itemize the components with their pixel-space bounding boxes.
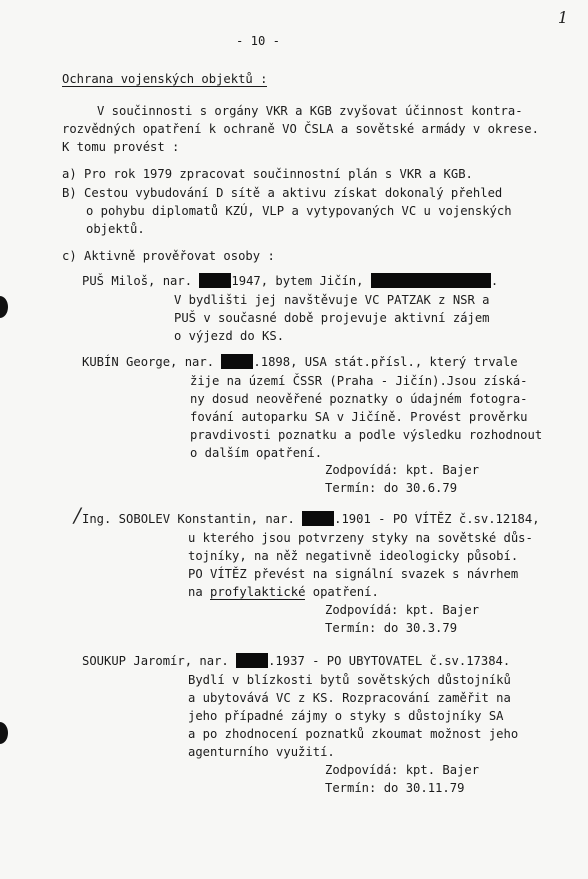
person-line: žije na území ČSSR (Praha - Jičín).Jsou získá- [190,374,528,388]
person-line: jeho případné zájmy o styky s důstojníky SA [188,709,504,723]
responsible-line: Zodpovídá: kpt. Bajer [325,763,480,777]
redaction-block [371,273,491,288]
person-line: fování autoparku SA v Jičíně. Provést prověrku [190,410,528,424]
item-c: c) Aktivně prověřovat osoby : [62,249,275,263]
person-line: a po zhodnocení poznatků zkoumat možnost jeho [188,727,519,741]
item-a: a) Pro rok 1979 zpracovat součinnostní plán s VKR a KGB. [62,167,473,181]
person-heading: KUBÍN George, nar. .1898, USA stát.přísl., který trvale [82,355,518,369]
punch-hole [0,722,8,744]
person-line: tojníky, na něž negativně ideologicky působí. [188,549,519,563]
person-heading: PUŠ Miloš, nar. 1947, bytem Jičín, . [82,274,499,288]
person-line: PO VÍTĚZ převést na signální svazek s návrhem [188,567,519,581]
intro-line: rozvědných opatření k ochraně VO ČSLA a sovětské armády v okrese. [62,122,539,136]
punch-hole [0,296,8,318]
item-b-line: B) Cestou vybudování D sítě a aktivu získat dokonalý přehled [62,186,503,200]
deadline-line: Termín: do 30.3.79 [325,621,458,635]
person-line: agenturního využití. [188,745,335,759]
person-line: Bydlí v blízkosti bytů sovětských důstojníků [188,673,511,687]
redaction-block [236,653,268,668]
person-line: PUŠ v současné době projevuje aktivní zájem [174,311,490,325]
person-heading: SOUKUP Jaromír, nar. .1937 - PO UBYTOVATEL č.sv.17384. [82,654,511,668]
deadline-line: Termín: do 30.11.79 [325,781,465,795]
corner-mark: 1 [557,8,568,27]
deadline-line: Termín: do 30.6.79 [325,481,458,495]
section-heading [62,70,267,88]
item-b-line: o pohybu diplomatů KZÚ, VLP a vytypovaných VC u vojenských [86,204,512,218]
person-line: V bydlišti jej navštěvuje VC PATZAK z NSR a [174,293,490,307]
person-heading: Ing. SOBOLEV Konstantin, nar. .1901 - PO VÍTĚZ č.sv.12184, [82,512,540,526]
handwritten-mark: / [74,503,81,527]
item-b-line: objektů. [86,222,145,236]
person-line: a ubytovává VC z KS. Rozpracování zaměřit na [188,691,511,705]
redaction-block [199,273,231,288]
responsible-line: Zodpovídá: kpt. Bajer [325,463,480,477]
person-line: u kterého jsou potvrzeny styky na sovětské důs- [188,531,533,545]
intro-line: K tomu provést : [62,140,180,154]
redaction-block [302,511,334,526]
person-line: o výjezd do KS. [174,329,285,343]
person-line: ny dosud neověřené poznatky o údajném fotogra- [190,392,528,406]
intro-line: V součinnosti s orgány VKR a KGB zvyšovat účinnost kontra- [97,104,523,118]
person-line: o dalším opatření. [190,446,323,460]
redaction-block [221,354,253,369]
person-line: pravdivosti poznatku a podle výsledku rozhodnout [190,428,543,442]
heading-text: Ochrana vojenských objektů : [62,72,268,86]
page-number: - 10 - [236,34,281,48]
responsible-line: Zodpovídá: kpt. Bajer [325,603,480,617]
person-line: na profylaktické opatření. [188,585,379,599]
